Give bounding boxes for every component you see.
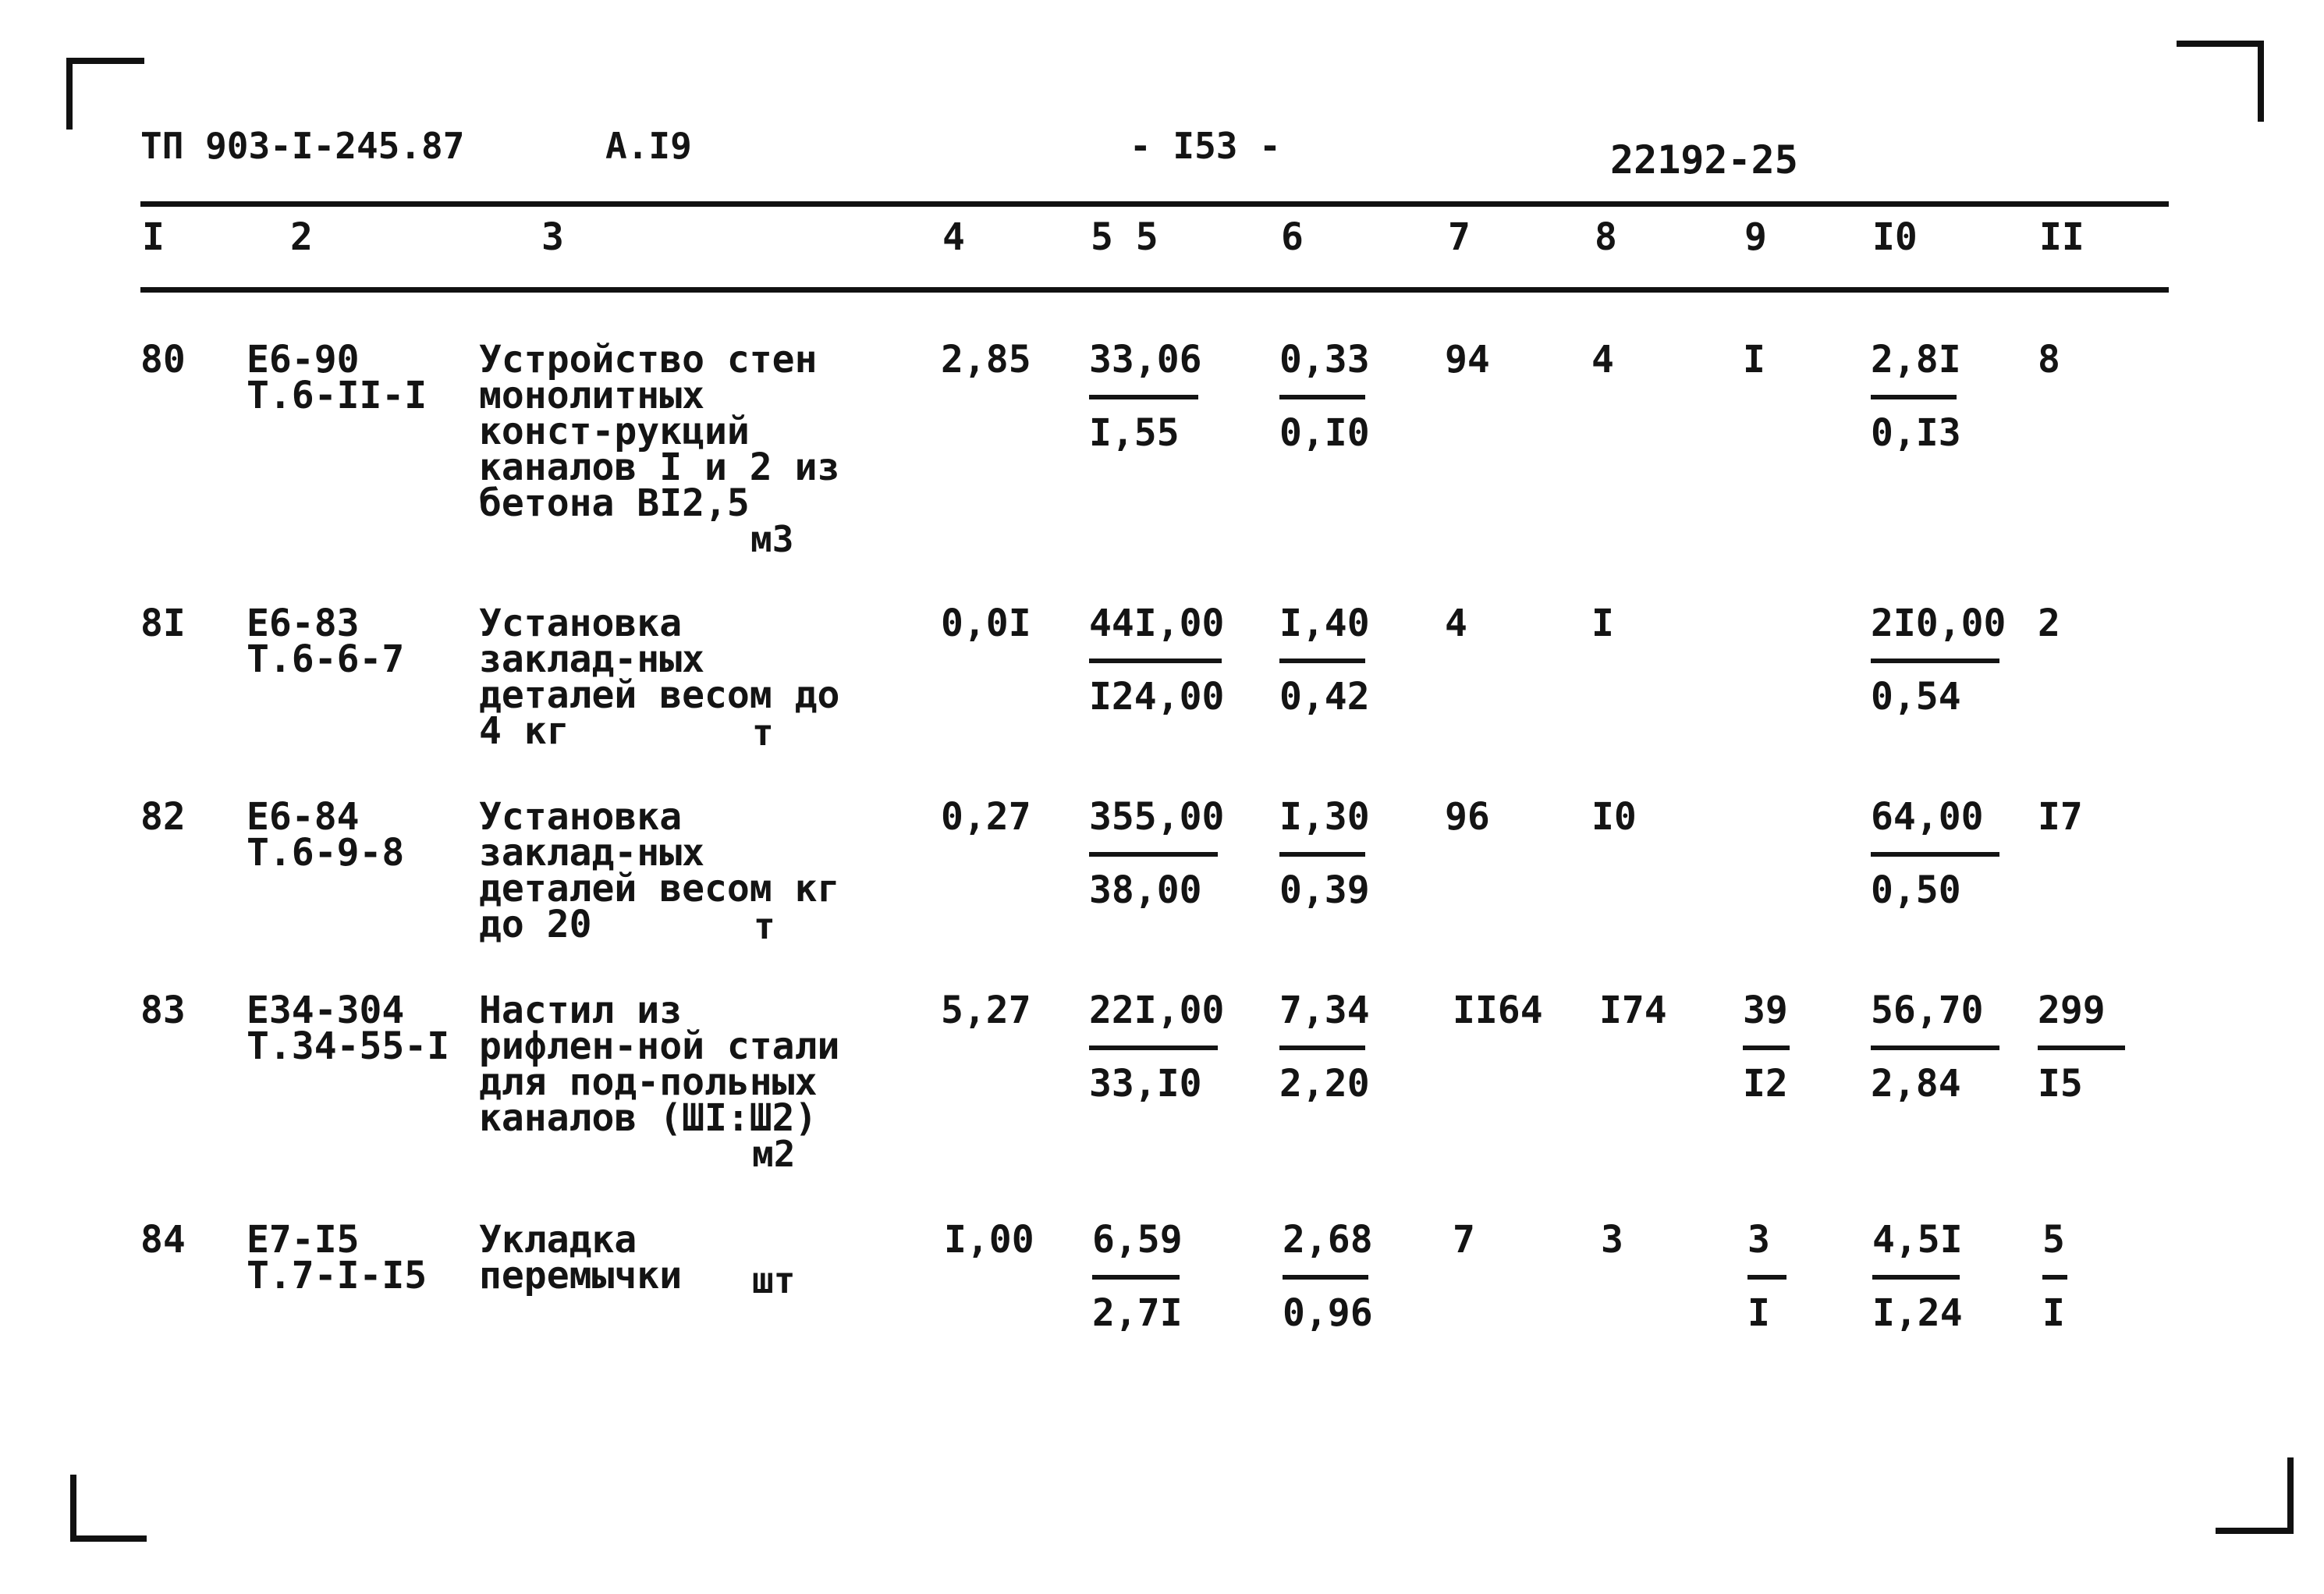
cost-fraction	[1871, 795, 1999, 912]
value-col-8: I	[1591, 602, 1614, 645]
cost-fraction	[1089, 989, 1225, 1106]
page-number: - I53 -	[1130, 125, 1281, 167]
fraction-bottom: 0,39	[1279, 868, 1370, 912]
cost-fraction	[1279, 989, 1370, 1106]
fraction-bar	[1747, 1275, 1786, 1280]
fraction-bar	[1089, 1046, 1218, 1050]
fraction-bar	[1871, 852, 1999, 857]
value-col-8: I0	[1591, 795, 1637, 839]
fraction-top: 39	[1743, 989, 1788, 1032]
fraction-bottom: I5	[2038, 1062, 2083, 1106]
fraction-top: 3	[1747, 1218, 1770, 1262]
norm-code: Е34-304	[247, 989, 405, 1032]
fraction-bar	[1872, 1275, 1960, 1280]
value-col-11: 8	[2038, 338, 2060, 382]
work-description: Настил из рифлен-ной стали для под-польных каналов (ШI:Ш2)	[479, 989, 840, 1140]
fraction-top: 2,8I	[1871, 338, 1961, 382]
fraction-bar	[1279, 395, 1365, 399]
fraction-bottom: 2,84	[1871, 1062, 1961, 1106]
fraction-bottom: 33,I0	[1089, 1062, 1202, 1106]
fraction-top: 7,34	[1279, 989, 1370, 1032]
fraction-bar	[1871, 1046, 1999, 1050]
cost-fraction	[2042, 1218, 2067, 1335]
fraction-bottom: 2,20	[1279, 1062, 1370, 1106]
value-col-7: 94	[1445, 338, 1490, 382]
fraction-bar	[1089, 659, 1222, 663]
value-col-7: 96	[1445, 795, 1490, 839]
table-code: Т.34-55-I	[247, 1024, 450, 1068]
fraction-bottom: I	[1747, 1291, 1770, 1335]
fraction-bottom: I24,00	[1089, 675, 1225, 719]
column-number: 5 5	[1091, 215, 1158, 259]
cost-fraction	[1279, 338, 1370, 455]
fraction-top: 4,5I	[1872, 1218, 1963, 1262]
column-number: 9	[1744, 215, 1767, 259]
column-number: 2	[290, 215, 313, 259]
fraction-bar	[1279, 659, 1365, 663]
value-col-8: 4	[1591, 338, 1614, 382]
norm-code: Е6-84	[247, 795, 360, 839]
cost-fraction	[1279, 795, 1370, 912]
cost-fraction	[1092, 1218, 1183, 1335]
corner-mark-top-left-v	[66, 58, 73, 130]
unit-of-measure: м2	[752, 1133, 796, 1175]
album-number: А.I9	[605, 125, 692, 167]
column-number: 7	[1448, 215, 1471, 259]
cost-fraction	[1871, 602, 2006, 719]
fraction-bar	[1092, 1275, 1180, 1280]
table-code: Т.6-9-8	[247, 831, 405, 875]
fraction-bar	[1283, 1275, 1368, 1280]
value-col-7: 7	[1453, 1218, 1475, 1262]
fraction-bar	[1871, 659, 1999, 663]
cost-fraction	[1089, 338, 1202, 455]
work-description: Установка заклад-ных деталей весом до 4 кг	[479, 602, 840, 753]
unit-of-measure: шт	[752, 1259, 796, 1301]
value-col-8: 3	[1601, 1218, 1623, 1262]
value-col-11: I7	[2038, 795, 2083, 839]
cost-fraction	[1871, 338, 1961, 455]
fraction-bottom: 0,I3	[1871, 411, 1961, 455]
norm-code: Е7-I5	[247, 1218, 360, 1262]
value-col-9: I	[1743, 338, 1765, 382]
fraction-top: I,30	[1279, 795, 1370, 839]
work-description: Устройство стен монолитных конст-рукций каналов I и 2 из бетона ВI2,5	[479, 338, 840, 525]
inventory-number: 22192-25	[1610, 137, 1798, 183]
fraction-top: 2I0,00	[1871, 602, 2006, 645]
cost-fraction	[1871, 989, 1999, 1106]
work-description: Укладка перемычки	[479, 1218, 683, 1298]
fraction-bottom: 0,I0	[1279, 411, 1370, 455]
column-number: 3	[541, 215, 564, 259]
cost-fraction	[1089, 602, 1225, 719]
fraction-top: 6,59	[1092, 1218, 1183, 1262]
fraction-bar	[1871, 395, 1957, 399]
fraction-top: 56,70	[1871, 989, 1984, 1032]
column-number: 6	[1281, 215, 1304, 259]
unit-of-measure: м3	[750, 518, 794, 560]
corner-mark-bottom-right-v	[2287, 1457, 2294, 1534]
norm-code: Е6-90	[247, 338, 360, 382]
corner-mark-bottom-right-h	[2216, 1528, 2294, 1534]
corner-mark-top-right-h	[2177, 41, 2264, 47]
value-col-7: II64	[1453, 989, 1543, 1032]
unit-of-measure: т	[752, 712, 774, 754]
fraction-top: 2,68	[1283, 1218, 1373, 1262]
cost-fraction	[1743, 989, 1790, 1106]
fraction-bottom: I,24	[1872, 1291, 1963, 1335]
cost-fraction	[1747, 1218, 1786, 1335]
row-number: 80	[140, 338, 186, 382]
table-code: Т.6-6-7	[247, 637, 405, 681]
fraction-bottom: I2	[1743, 1062, 1788, 1106]
norm-code: Е6-83	[247, 602, 360, 645]
row-number: 82	[140, 795, 186, 839]
column-number: 4	[942, 215, 965, 259]
unit-of-measure: т	[754, 905, 775, 947]
value-col-7: 4	[1445, 602, 1467, 645]
cost-fraction	[1279, 602, 1370, 719]
cost-fraction	[1283, 1218, 1373, 1335]
cost-fraction	[2038, 989, 2125, 1106]
quantity: 0,27	[941, 795, 1031, 839]
fraction-bottom: 38,00	[1089, 868, 1202, 912]
header-rule-bottom	[140, 287, 2169, 293]
corner-mark-bottom-left-v	[70, 1475, 76, 1542]
corner-mark-bottom-left-h	[70, 1535, 147, 1542]
fraction-bar	[1279, 852, 1365, 857]
row-number: 84	[140, 1218, 186, 1262]
column-number: II	[2039, 215, 2085, 259]
fraction-top: 355,00	[1089, 795, 1225, 839]
fraction-top: 299	[2038, 989, 2106, 1032]
document-code: ТП 903-I-245.87	[140, 125, 465, 167]
fraction-top: 22I,00	[1089, 989, 1225, 1032]
quantity: 2,85	[941, 338, 1031, 382]
fraction-top: 0,33	[1279, 338, 1370, 382]
fraction-bar	[2038, 1046, 2125, 1050]
fraction-bottom: 0,96	[1283, 1291, 1373, 1335]
column-number: 8	[1595, 215, 1617, 259]
column-number: I0	[1872, 215, 1918, 259]
fraction-bar	[2042, 1275, 2067, 1280]
header-rule-top	[140, 201, 2169, 207]
fraction-top: I,40	[1279, 602, 1370, 645]
quantity: 0,0I	[941, 602, 1031, 645]
cost-fraction	[1872, 1218, 1963, 1335]
fraction-top: 33,06	[1089, 338, 1202, 382]
cost-fraction	[1089, 795, 1225, 912]
fraction-bar	[1279, 1046, 1365, 1050]
row-number: 83	[140, 989, 186, 1032]
fraction-top: 64,00	[1871, 795, 1984, 839]
fraction-bottom: 0,50	[1871, 868, 1961, 912]
fraction-bottom: I	[2042, 1291, 2065, 1335]
fraction-bottom: 2,7I	[1092, 1291, 1183, 1335]
value-col-11: 2	[2038, 602, 2060, 645]
table-code: Т.7-I-I5	[247, 1254, 428, 1298]
quantity: 5,27	[941, 989, 1031, 1032]
row-number: 8I	[140, 602, 186, 645]
fraction-top: 44I,00	[1089, 602, 1225, 645]
fraction-bar	[1089, 395, 1198, 399]
table-code: Т.6-II-I	[247, 374, 428, 417]
value-col-8: I74	[1599, 989, 1667, 1032]
quantity: I,00	[944, 1218, 1034, 1262]
fraction-bottom: 0,42	[1279, 675, 1370, 719]
work-description: Установка заклад-ных деталей весом кг до 20	[479, 795, 840, 946]
corner-mark-top-left-h	[66, 58, 144, 64]
corner-mark-top-right-v	[2258, 41, 2264, 122]
fraction-bottom: 0,54	[1871, 675, 1961, 719]
fraction-bar	[1089, 852, 1218, 857]
fraction-bottom: I,55	[1089, 411, 1180, 455]
fraction-top: 5	[2042, 1218, 2065, 1262]
fraction-bar	[1743, 1046, 1790, 1050]
column-number: I	[142, 215, 165, 259]
